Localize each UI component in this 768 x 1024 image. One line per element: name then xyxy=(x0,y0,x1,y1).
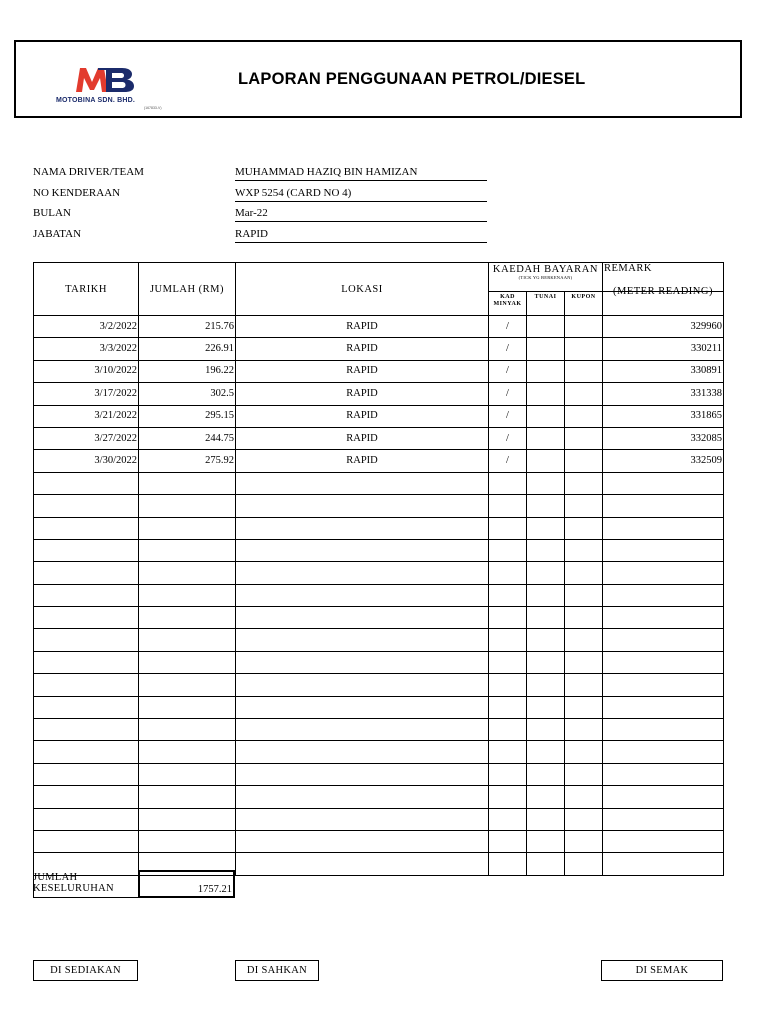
cell-pay-card[interactable] xyxy=(489,584,527,606)
cell-pay-cash[interactable] xyxy=(527,360,565,382)
cell-pay-coupon[interactable] xyxy=(565,495,603,517)
total-value-box xyxy=(138,870,235,898)
table-row xyxy=(34,719,724,741)
cell-pay-card[interactable] xyxy=(489,763,527,785)
table-row xyxy=(34,830,724,852)
cell-date[interactable]: 3/2/2022 xyxy=(34,316,139,338)
cell-date[interactable]: 3/3/2022 xyxy=(34,338,139,360)
table-row xyxy=(34,808,724,830)
cell-pay-cash[interactable] xyxy=(527,316,565,338)
cell-amount[interactable] xyxy=(139,696,236,718)
cell-location[interactable]: RAPID xyxy=(236,338,489,360)
cell-pay-card[interactable] xyxy=(489,674,527,696)
department-label: JABATAN xyxy=(33,228,82,240)
cell-location[interactable] xyxy=(236,808,489,830)
cell-pay-card[interactable]: / xyxy=(489,316,527,338)
cell-remark[interactable] xyxy=(603,696,724,718)
cell-amount[interactable]: 295.15 xyxy=(139,405,236,427)
cell-remark[interactable] xyxy=(603,651,724,673)
cell-pay-card[interactable]: / xyxy=(489,450,527,472)
cell-amount[interactable] xyxy=(139,808,236,830)
cell-pay-cash[interactable] xyxy=(527,383,565,405)
cell-location[interactable] xyxy=(236,674,489,696)
header-location: LOKASI xyxy=(236,263,489,316)
cell-amount[interactable]: 244.75 xyxy=(139,427,236,449)
cell-pay-coupon[interactable] xyxy=(565,383,603,405)
cell-date[interactable] xyxy=(34,584,139,606)
cell-amount[interactable] xyxy=(139,629,236,651)
total-label-line1: JUMLAH xyxy=(33,872,78,883)
month-label: BULAN xyxy=(33,207,71,219)
header-date: TARIKH xyxy=(34,263,139,316)
table-row xyxy=(34,495,724,517)
cell-remark[interactable]: 330211 xyxy=(603,338,724,360)
cell-pay-card[interactable] xyxy=(489,539,527,561)
cell-pay-cash[interactable] xyxy=(527,786,565,808)
cell-pay-cash[interactable] xyxy=(527,674,565,696)
payment-method-note: (TICK YG BERKENAAN) xyxy=(518,275,573,280)
cell-remark[interactable] xyxy=(603,584,724,606)
cell-pay-card[interactable] xyxy=(489,853,527,875)
cell-amount[interactable] xyxy=(139,472,236,494)
cell-location[interactable]: RAPID xyxy=(236,360,489,382)
cell-remark[interactable] xyxy=(603,629,724,651)
cell-amount[interactable]: 215.76 xyxy=(139,316,236,338)
cell-pay-card[interactable] xyxy=(489,741,527,763)
cell-pay-coupon[interactable] xyxy=(565,629,603,651)
cell-amount[interactable] xyxy=(139,562,236,584)
table-row xyxy=(34,338,724,360)
cell-pay-card[interactable]: / xyxy=(489,360,527,382)
cell-amount[interactable] xyxy=(139,741,236,763)
cell-remark[interactable] xyxy=(603,763,724,785)
cell-pay-cash[interactable] xyxy=(527,808,565,830)
cell-pay-cash[interactable] xyxy=(527,338,565,360)
remark-title: REMARK xyxy=(604,263,652,274)
cell-amount[interactable] xyxy=(139,517,236,539)
vehicle-field[interactable]: WXP 5254 (CARD NO 4) xyxy=(235,187,487,202)
cell-amount[interactable] xyxy=(139,763,236,785)
report-header xyxy=(14,40,742,118)
cell-pay-cash[interactable] xyxy=(527,427,565,449)
cell-location[interactable] xyxy=(236,562,489,584)
cell-pay-card[interactable]: / xyxy=(489,427,527,449)
cell-pay-card[interactable] xyxy=(489,719,527,741)
page-title: LAPORAN PENGGUNAAN PETROL/DIESEL xyxy=(238,70,586,88)
month-field[interactable]: Mar-22 xyxy=(235,207,487,222)
cell-remark[interactable]: 331865 xyxy=(603,405,724,427)
cell-remark[interactable] xyxy=(603,741,724,763)
cell-amount[interactable]: 226.91 xyxy=(139,338,236,360)
cell-pay-coupon[interactable] xyxy=(565,360,603,382)
remark-subtitle: (METER READING) xyxy=(613,286,713,297)
cell-pay-cash[interactable] xyxy=(527,696,565,718)
cell-location[interactable] xyxy=(236,651,489,673)
cell-pay-card[interactable] xyxy=(489,607,527,629)
cell-amount[interactable]: 302.5 xyxy=(139,383,236,405)
table-row xyxy=(34,360,724,382)
cell-location[interactable]: RAPID xyxy=(236,316,489,338)
total-label xyxy=(33,872,137,894)
total-value: 1757.21 xyxy=(197,884,232,895)
cell-date[interactable]: 3/17/2022 xyxy=(34,383,139,405)
cell-amount[interactable] xyxy=(139,786,236,808)
cell-pay-cash[interactable] xyxy=(527,763,565,785)
cell-amount[interactable] xyxy=(139,539,236,561)
cell-pay-card[interactable] xyxy=(489,830,527,852)
cell-pay-coupon[interactable] xyxy=(565,607,603,629)
cell-pay-cash[interactable] xyxy=(527,472,565,494)
cell-pay-card[interactable] xyxy=(489,517,527,539)
cell-pay-cash[interactable] xyxy=(527,607,565,629)
header-remark xyxy=(603,263,724,297)
cell-date[interactable] xyxy=(34,674,139,696)
cell-remark[interactable] xyxy=(603,495,724,517)
cell-date[interactable]: 3/27/2022 xyxy=(34,427,139,449)
cell-location[interactable] xyxy=(236,741,489,763)
cell-pay-coupon[interactable] xyxy=(565,696,603,718)
cell-pay-coupon[interactable] xyxy=(565,562,603,584)
cell-remark[interactable]: 332085 xyxy=(603,427,724,449)
cell-remark[interactable] xyxy=(603,472,724,494)
cell-pay-cash[interactable] xyxy=(527,741,565,763)
department-field[interactable]: RAPID xyxy=(235,228,487,243)
cell-amount[interactable]: 196.22 xyxy=(139,360,236,382)
cell-remark[interactable] xyxy=(603,719,724,741)
cell-pay-cash[interactable] xyxy=(527,495,565,517)
cell-pay-coupon[interactable] xyxy=(565,651,603,673)
cell-location[interactable]: RAPID xyxy=(236,383,489,405)
cell-date[interactable] xyxy=(34,629,139,651)
cell-pay-cash[interactable] xyxy=(527,584,565,606)
cell-date[interactable] xyxy=(34,741,139,763)
cell-pay-coupon[interactable] xyxy=(565,853,603,875)
table-row xyxy=(34,741,724,763)
prepared-by-box[interactable]: DI SEDIAKAN xyxy=(33,960,138,981)
cell-location[interactable] xyxy=(236,786,489,808)
cell-date[interactable] xyxy=(34,696,139,718)
cell-amount[interactable] xyxy=(139,584,236,606)
cell-amount[interactable] xyxy=(139,674,236,696)
header-pay-cash: TUNAI xyxy=(527,292,565,316)
cell-pay-coupon[interactable] xyxy=(565,763,603,785)
cell-pay-coupon[interactable] xyxy=(565,786,603,808)
cell-pay-coupon[interactable] xyxy=(565,405,603,427)
table-row xyxy=(34,539,724,561)
cell-location[interactable] xyxy=(236,607,489,629)
cell-date[interactable] xyxy=(34,607,139,629)
cell-date[interactable] xyxy=(34,786,139,808)
cell-pay-coupon[interactable] xyxy=(565,316,603,338)
company-registration: (167833-V) xyxy=(144,106,162,110)
cell-pay-card[interactable] xyxy=(489,472,527,494)
cell-pay-coupon[interactable] xyxy=(565,450,603,472)
cell-remark[interactable] xyxy=(603,830,724,852)
header-pay-card: KAD MINYAK xyxy=(489,292,527,316)
table-row xyxy=(34,427,724,449)
approved-by-box[interactable]: DI SAHKAN xyxy=(235,960,319,981)
cell-amount[interactable] xyxy=(139,830,236,852)
cell-pay-card[interactable] xyxy=(489,696,527,718)
cell-pay-coupon[interactable] xyxy=(565,517,603,539)
cell-date[interactable] xyxy=(34,808,139,830)
cell-pay-cash[interactable] xyxy=(527,651,565,673)
cell-remark[interactable] xyxy=(603,786,724,808)
table-row xyxy=(34,629,724,651)
cell-amount[interactable] xyxy=(139,719,236,741)
vehicle-label: NO KENDERAAN xyxy=(33,187,121,199)
cell-pay-cash[interactable] xyxy=(527,517,565,539)
cell-date[interactable] xyxy=(34,763,139,785)
cell-location[interactable]: RAPID xyxy=(236,450,489,472)
cell-pay-coupon[interactable] xyxy=(565,830,603,852)
cell-amount[interactable] xyxy=(139,495,236,517)
cell-remark[interactable] xyxy=(603,853,724,875)
cell-date[interactable] xyxy=(34,517,139,539)
cell-pay-coupon[interactable] xyxy=(565,741,603,763)
cell-date[interactable] xyxy=(34,719,139,741)
company-logo xyxy=(56,62,176,110)
cell-location[interactable] xyxy=(236,517,489,539)
cell-date[interactable] xyxy=(34,539,139,561)
cell-date[interactable] xyxy=(34,830,139,852)
cell-pay-card[interactable] xyxy=(489,651,527,673)
cell-pay-cash[interactable] xyxy=(527,450,565,472)
cell-pay-cash[interactable] xyxy=(527,539,565,561)
company-name: MOTOBINA SDN. BHD. xyxy=(56,97,136,104)
cell-pay-cash[interactable] xyxy=(527,853,565,875)
cell-location[interactable] xyxy=(236,830,489,852)
table-row xyxy=(34,472,724,494)
cell-pay-coupon[interactable] xyxy=(565,719,603,741)
cell-date[interactable]: 3/30/2022 xyxy=(34,450,139,472)
table-row xyxy=(34,607,724,629)
cell-pay-cash[interactable] xyxy=(527,629,565,651)
cell-location[interactable]: RAPID xyxy=(236,405,489,427)
cell-pay-cash[interactable] xyxy=(527,562,565,584)
cell-remark[interactable] xyxy=(603,517,724,539)
total-label-line2: KESELURUHAN xyxy=(33,883,114,894)
cell-amount[interactable]: 275.92 xyxy=(139,450,236,472)
cell-amount[interactable] xyxy=(139,651,236,673)
cell-pay-coupon[interactable] xyxy=(565,472,603,494)
table-row xyxy=(34,674,724,696)
payment-method-title: KAEDAH BAYARAN xyxy=(492,264,599,275)
checked-by-box[interactable]: DI SEMAK xyxy=(601,960,723,981)
table-row xyxy=(34,450,724,472)
cell-pay-coupon[interactable] xyxy=(565,539,603,561)
cell-pay-card[interactable] xyxy=(489,786,527,808)
cell-date[interactable] xyxy=(34,651,139,673)
cell-date[interactable] xyxy=(34,562,139,584)
cell-pay-card[interactable] xyxy=(489,495,527,517)
driver-label: NAMA DRIVER/TEAM xyxy=(33,166,144,178)
cell-location[interactable] xyxy=(236,629,489,651)
cell-location[interactable] xyxy=(236,472,489,494)
table-row xyxy=(34,517,724,539)
cell-remark[interactable] xyxy=(603,674,724,696)
cell-pay-cash[interactable] xyxy=(527,719,565,741)
table-row xyxy=(34,405,724,427)
table-row xyxy=(34,584,724,606)
cell-date[interactable] xyxy=(34,495,139,517)
table-body xyxy=(34,316,724,876)
cell-pay-coupon[interactable] xyxy=(565,584,603,606)
cell-location[interactable] xyxy=(236,696,489,718)
cell-location[interactable] xyxy=(236,763,489,785)
cell-pay-coupon[interactable] xyxy=(565,808,603,830)
table-row xyxy=(34,763,724,785)
cell-remark[interactable] xyxy=(603,562,724,584)
cell-location[interactable] xyxy=(236,495,489,517)
cell-pay-card[interactable] xyxy=(489,808,527,830)
cell-pay-card[interactable] xyxy=(489,629,527,651)
cell-remark[interactable] xyxy=(603,539,724,561)
cell-pay-coupon[interactable] xyxy=(565,674,603,696)
cell-location[interactable]: RAPID xyxy=(236,427,489,449)
cell-location[interactable] xyxy=(236,853,489,875)
cell-remark[interactable]: 329960 xyxy=(603,316,724,338)
cell-pay-card[interactable]: / xyxy=(489,338,527,360)
motobina-logo-icon xyxy=(74,64,138,94)
header-amount: JUMLAH (RM) xyxy=(139,263,236,316)
cell-remark[interactable]: 332509 xyxy=(603,450,724,472)
table-row xyxy=(34,696,724,718)
header-pay-coupon: KUPON xyxy=(565,292,603,316)
table-row xyxy=(34,316,724,338)
cell-amount[interactable] xyxy=(139,607,236,629)
cell-pay-card[interactable]: / xyxy=(489,383,527,405)
fuel-usage-table xyxy=(33,262,723,876)
cell-pay-coupon[interactable] xyxy=(565,427,603,449)
cell-pay-card[interactable] xyxy=(489,562,527,584)
cell-pay-cash[interactable] xyxy=(527,830,565,852)
cell-remark[interactable]: 331338 xyxy=(603,383,724,405)
cell-pay-cash[interactable] xyxy=(527,405,565,427)
cell-location[interactable] xyxy=(236,584,489,606)
header-payment-method xyxy=(489,263,603,292)
cell-date[interactable]: 3/10/2022 xyxy=(34,360,139,382)
cell-pay-coupon[interactable] xyxy=(565,338,603,360)
cell-remark[interactable] xyxy=(603,607,724,629)
cell-location[interactable] xyxy=(236,719,489,741)
cell-remark[interactable] xyxy=(603,808,724,830)
table-row xyxy=(34,786,724,808)
table-row xyxy=(34,562,724,584)
cell-date[interactable]: 3/21/2022 xyxy=(34,405,139,427)
table-row xyxy=(34,651,724,673)
cell-location[interactable] xyxy=(236,539,489,561)
driver-field[interactable]: MUHAMMAD HAZIQ BIN HAMIZAN xyxy=(235,166,487,181)
table-row xyxy=(34,383,724,405)
cell-pay-card[interactable]: / xyxy=(489,405,527,427)
cell-date[interactable] xyxy=(34,472,139,494)
cell-remark[interactable]: 330891 xyxy=(603,360,724,382)
